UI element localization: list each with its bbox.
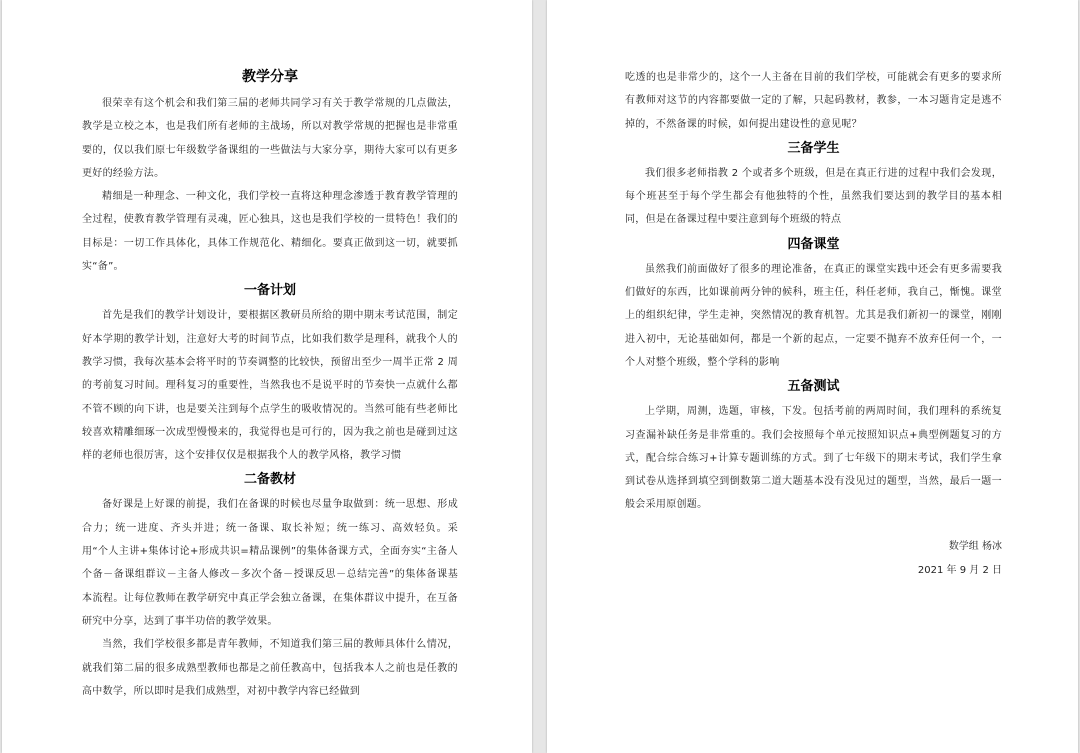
- section-heading-testing: 五备测试: [787, 379, 840, 395]
- continuation-paragraph: 吃透的也是非常少的，这个一人主备在目前的我们学校，可能就会有更多的要求所有教师对这节的内容都要做一定的了解，只起码教材，教参，一本习题肯定是逃不掉的，不然备课的时候，如何提出建设性的意见呢？: [625, 72, 1002, 130]
- section-testing-paragraph: 上学期，周测，选题，审核，下发。包括考前的两周时间，我们理科的系统复习查漏补缺任务是非常重的。我们会按照每个单元按照知识点+典型例题复习的方式，配合综合练习+计算专题训练的方式。到了七年级下的期末考试，我们学生拿到试卷从选择到填空到倒数第二道大题基本没有没见过的题型，当然，最后一题一般会采用原创题。: [625, 406, 1002, 511]
- section-heading-students: 三备学生: [787, 140, 840, 156]
- section-heading-classroom: 四备课堂: [787, 236, 840, 252]
- document-page-left: [2, 0, 532, 753]
- signature-block: [625, 535, 1002, 583]
- section-heading-plan: 一备计划: [243, 283, 296, 299]
- document-page-right: [547, 0, 1078, 753]
- section-students-paragraph: 我们很多老师指教 2 个或者多个班级，但是在真正行进的过程中我们会发现，每个班甚至于每个学生都会有他独特的个性，虽然我们要达到的教学目的基本相同，但是在备课过程中要注意到每个班级的特点: [625, 167, 1002, 226]
- signature: 数学组 杨冰: [948, 540, 1002, 552]
- section-plan-paragraph: 首先是我们的教学计划设计，要根据区教研员所给的期中期末考试范围，制定好本学期的教学计划，注意好大考的时间节点，比如我们数学是理科，就我个人的教学习惯，我每次基本会将平时的节奏调整的比较快，预留出至少一周半正常 2 周的考前复习时间。理科复习的重要性，当然我也不是说平时的节奏快一点就什么都不管不顾的向下讲，也是要关注到每个点学生的吸收情况的。当然可能有些老师比较喜欢精雕细琢一次成型慢慢来的，我觉得也是可行的，因为我之前也是碰到过这样的老师也很厉害，这个安排仅仅是根据我个人的教学风格，教学习惯: [82, 310, 458, 462]
- section-textbook-paragraph-2: 当然，我们学校很多都是青年教师，不知道我们第三届的教师具体什么情况，就我们第二届的很多成熟型教师也都是之前任教高中，包括我本人之前也是任教的高中数学，所以即时是我们成熟型，对初中教学内容已经做到: [82, 639, 458, 697]
- intro-paragraph-2: 精细是一种理念、一种文化，我们学校一直将这种理念渗透于教育教学管理的全过程，使教育教学管理有灵魂，匠心独具，这也是我们学校的一贯特色！我们的目标是：一切工作具体化，具体工作规范化、精细化。要真正做到这一切，就要抓实“备”。: [82, 191, 458, 273]
- section-heading-textbook: 二备教材: [243, 472, 296, 488]
- document-title: 教学分享: [242, 69, 298, 85]
- date: 2021 年 9 月 2 日: [917, 564, 1002, 576]
- section-classroom-paragraph: 虽然我们前面做好了很多的理论准备，在真正的课堂实践中还会有更多需要我们做好的东西，比如课前两分钟的候科，班主任，科任老师，我自己，惭愧。课堂上的组织纪律，学生走神，突然情况的教育机智。尤其是我们新初一的课堂，刚刚进入初中，无论基础如何，都是一个新的起点，一定要不抛弃不放弃任何一个，一个人对整个班级，整个学科的影响: [625, 263, 1002, 368]
- intro-paragraph-1: 很荣幸有这个机会和我们第三届的老师共同学习有关于教学常规的几点做法，教学是立校之本，也是我们所有老师的主战场，所以对教学常规的把握也是非常重要的，仅以我们原七年级数学备课组的一些做法与大家分享，期待大家可以有更多更好的经验方法。: [82, 98, 458, 179]
- section-textbook-paragraph-1: 备好课是上好课的前提，我们在备课的时候也尽量争取做到：统一思想、形成合力；统一进度、齐头并进；统一备课、取长补短；统一练习、高效轻负。采用“个人主讲+集体讨论+形成共识=精品课例”的集体备课方式，全面夯实“主备人个备－备课组群议－主备人修改－多次个备－授课反思－总结完善”的集体备课基本流程。让每位教师在教学研究中真正学会独立备课，在集体群议中提升，在互备研究中分享，达到了事半功倍的教学效果。: [82, 499, 458, 627]
